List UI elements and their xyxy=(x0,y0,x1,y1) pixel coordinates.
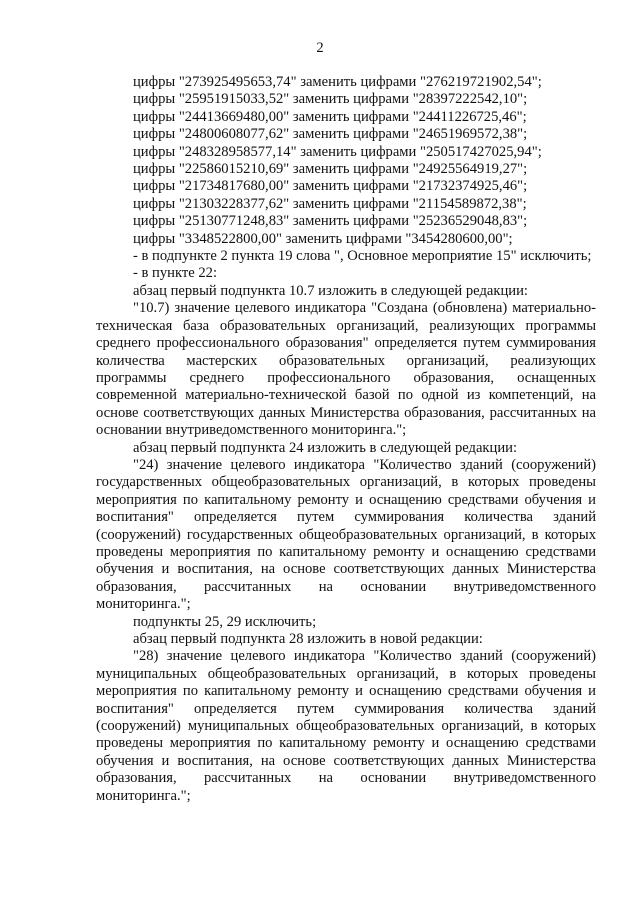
paragraph-instruction-28: абзац первый подпункта 28 изложить в новой редакции: xyxy=(133,631,483,647)
paragraph-instruction-10-7: абзац первый подпункта 10.7 изложить в следующей редакции: xyxy=(133,282,528,299)
replacement-line: цифры "21303228377,62" заменить цифрами "21154589872,38"; xyxy=(133,195,527,212)
paragraph-text-24: "24) значение целевого индикатора "Количество зданий (сооружений) государственных общеобразовательных организаций, в которых проведены мероприятия по капитальному ремонту и оснащению средствами обучения и воспитания" определяется путем суммирования количества зданий (сооружений) государственных общеобразовательных организаций, в которых проведены мероприятия по капитальному ремонту и оснащению средствами обучения и воспитания, на основе соответствующих данных Министерства образования, рассчитанных на основании внутриведомственного мониторинга."; xyxy=(96,456,596,613)
replacement-list xyxy=(96,74,596,248)
paragraph-point-22: - в пункте 22: xyxy=(133,265,218,282)
replacement-line: цифры "248328958577,14" заменить цифрами "250517427025,94"; xyxy=(133,143,542,160)
paragraph-text-28: "28) значение целевого индикатора "Количество зданий (сооружений) муниципальных общеобразовательных организаций, в которых проведены мероприятия по капитальному ремонту и оснащению средствами обучения и воспитания" определяется путем суммирования количества зданий (сооружений) муниципальных общеобразовательных организаций, в которых проведены мероприятия по капитальному ремонту и оснащению средствами обучения и воспитания, на основе соответствующих данных Министерства образования, рассчитанных на основании внутриведомственного мониторинга."; xyxy=(96,648,596,804)
replacement-line: цифры "22586015210,69" заменить цифрами "24925564919,27"; xyxy=(133,161,528,178)
replacement-line: цифры "25951915033,52" заменить цифрами "28397222542,10"; xyxy=(133,91,528,108)
paragraph-subpoint-19: - в подпункте 2 пункта 19 слова ", Основное мероприятие 15" исключить; xyxy=(133,248,592,265)
replacement-line: цифры "24800608077,62" заменить цифрами "24651969572,38"; xyxy=(133,126,528,143)
replacement-line: цифры "3348522800,00" заменить цифрами "3454280600,00"; xyxy=(133,230,513,247)
replacement-line: цифры "273925495653,74" заменить цифрами "276219721902,54"; xyxy=(133,74,542,90)
paragraph-exclude-25-29: подпункты 25, 29 исключить; xyxy=(133,613,317,630)
replacement-line: цифры "21734817680,00" заменить цифрами "21732374925,46"; xyxy=(133,178,528,195)
paragraph-text-10-7: "10.7) значение целевого индикатора "Создана (обновлена) материально-техническая база образовательных организаций, реализующих программы среднего профессионального образования" определяется путем суммирования количества мастерских образовательных организаций, реализующих программы среднего профессионального образования, оснащенных современной материально-технической базой по одной из компетенций, на основе соответствующих данных Министерства образования, рассчитанных на основании внутриведомственного мониторинга."; xyxy=(96,300,596,439)
replacement-line: цифры "24413669480,00" заменить цифрами "24411226725,46"; xyxy=(133,108,527,125)
page-number: 2 xyxy=(316,40,324,56)
document-body xyxy=(96,74,596,805)
replacement-line: цифры "25130771248,83" заменить цифрами "25236529048,83"; xyxy=(133,213,528,230)
paragraph-instruction-24: абзац первый подпункта 24 изложить в следующей редакции: xyxy=(133,439,517,456)
